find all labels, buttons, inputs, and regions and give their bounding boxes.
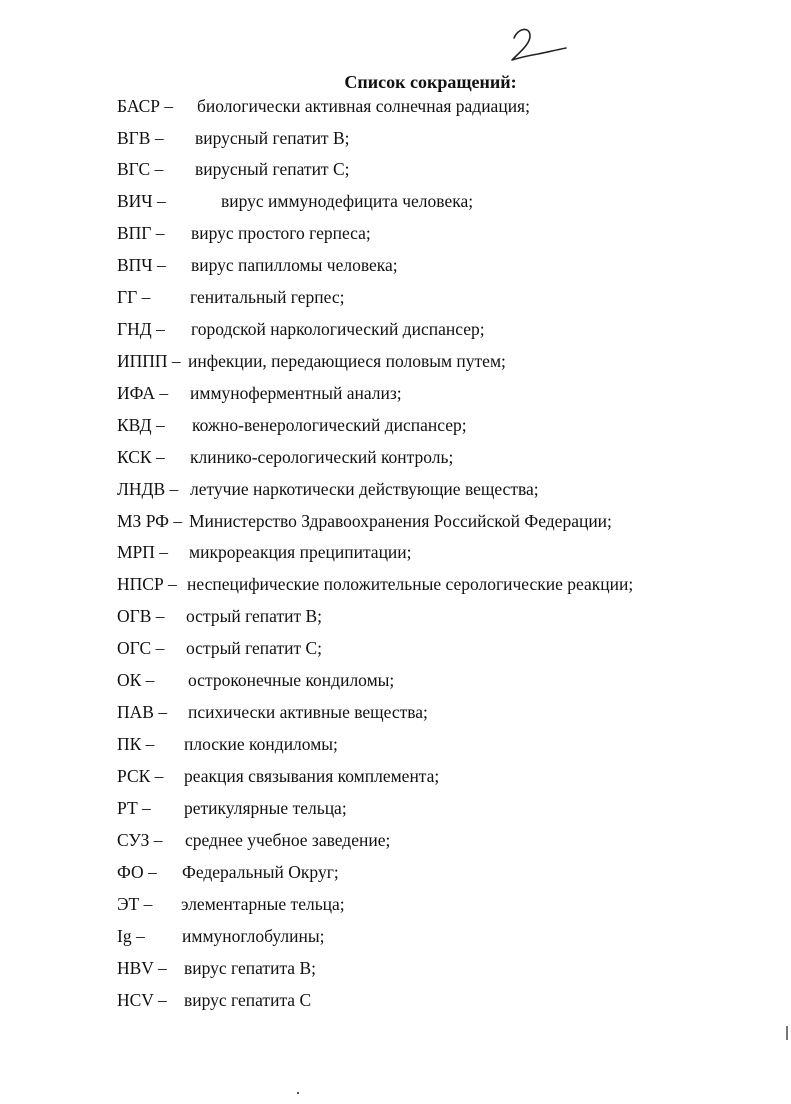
scan-speck <box>297 1092 299 1094</box>
abbreviation: МРП – <box>117 542 169 562</box>
abbreviation-definition: вирус гепатита С <box>184 990 312 1010</box>
abbreviation: ВГС – <box>117 159 164 179</box>
abbreviation-definition: вирус иммунодефицита человека; <box>221 191 474 211</box>
abbreviation: РТ – <box>117 798 151 818</box>
abbreviation: СУЗ – <box>117 830 163 850</box>
abbreviation: ОК – <box>117 670 155 690</box>
abbreviation-definition: иммуноферментный анализ; <box>190 383 402 403</box>
abbreviation-definition: острый гепатит С; <box>186 638 323 658</box>
abbreviation: ГГ – <box>117 287 151 307</box>
abbreviation-definition: неспецифические положительные серологические реакции; <box>187 574 634 594</box>
abbreviation: ЭТ – <box>117 894 153 914</box>
page-title: Список сокращений: <box>344 72 517 92</box>
abbreviation-definition: вирус простого герпеса; <box>191 223 371 243</box>
abbreviation-definition: инфекции, передающиеся половым путем; <box>188 351 506 371</box>
abbreviation-definition: генитальный герпес; <box>190 287 345 307</box>
abbreviation: ОГВ – <box>117 606 165 626</box>
abbreviation: БАСР – <box>117 96 174 116</box>
abbreviation: HCV – <box>117 990 167 1010</box>
abbreviation-definition: Министерство Здравоохранения Российской Федерации; <box>189 511 612 531</box>
abbreviation: ЛНДВ – <box>117 479 179 499</box>
abbreviation-definition: биологически активная солнечная радиация; <box>197 96 530 116</box>
scan-speck <box>786 1026 788 1040</box>
abbreviation-definition: иммуноглобулины; <box>182 926 325 946</box>
abbreviation: НПСР – <box>117 574 177 594</box>
abbreviation-definition: среднее учебное заведение; <box>185 830 391 850</box>
abbreviation: ВИЧ – <box>117 191 166 211</box>
abbreviation: Ig – <box>117 926 145 946</box>
abbreviation: КВД – <box>117 415 165 435</box>
abbreviation: РСК – <box>117 766 164 786</box>
abbreviation: ВПЧ – <box>117 255 166 275</box>
abbreviation: ФО – <box>117 862 157 882</box>
abbreviation-definition: вирус гепатита В; <box>184 958 316 978</box>
abbreviation: ИФА – <box>117 383 169 403</box>
abbreviation: ГНД – <box>117 319 165 339</box>
handwritten-page-number <box>508 24 572 64</box>
abbreviation-definition: остроконечные кондиломы; <box>188 670 395 690</box>
abbreviation: МЗ РФ – <box>117 511 183 531</box>
abbreviation-definition: Федеральный Округ; <box>182 862 339 882</box>
abbreviation-definition: острый гепатит В; <box>186 606 323 626</box>
abbreviation-definition: вирусный гепатит В; <box>195 128 350 148</box>
abbreviation-definition: психически активные вещества; <box>188 702 428 722</box>
abbreviation: ВГВ – <box>117 128 164 148</box>
abbreviation-definition: городской наркологический диспансер; <box>191 319 485 339</box>
abbreviation-definition: плоские кондиломы; <box>184 734 338 754</box>
abbreviation: ОГС – <box>117 638 165 658</box>
abbreviation-definition: вирус папилломы человека; <box>191 255 398 275</box>
abbreviation-definition: кожно-венерологический диспансер; <box>192 415 467 435</box>
abbreviation: ПК – <box>117 734 155 754</box>
abbreviation: ПАВ – <box>117 702 168 722</box>
abbreviation-definition: вирусный гепатит С; <box>195 159 350 179</box>
abbreviation: HBV – <box>117 958 167 978</box>
abbreviation-definition: клинико-серологический контроль; <box>190 447 454 467</box>
abbreviation: ВПГ – <box>117 223 165 243</box>
abbreviation: ИППП – <box>117 351 181 371</box>
abbreviation-definition: ретикулярные тельца; <box>184 798 347 818</box>
abbreviation-definition: летучие наркотически действующие вещества; <box>190 479 539 499</box>
abbreviation-definition: элементарные тельца; <box>181 894 345 914</box>
abbreviation: КСК – <box>117 447 165 467</box>
abbreviation-definition: реакция связывания комплемента; <box>184 766 440 786</box>
abbreviation-definition: микрореакция преципитации; <box>189 542 412 562</box>
